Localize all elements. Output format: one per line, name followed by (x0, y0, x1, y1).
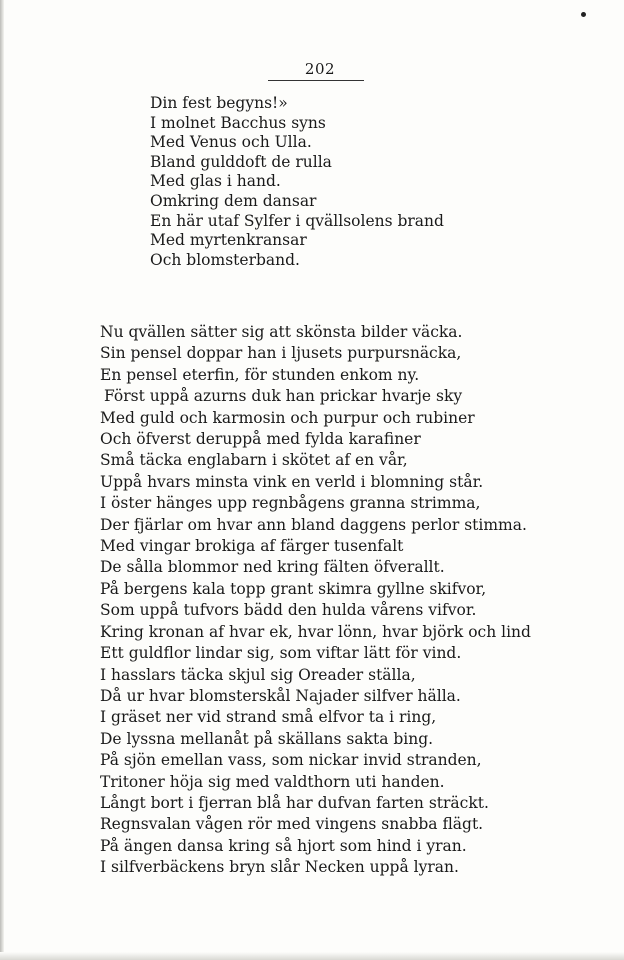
verse-line: Med Venus och Ulla. (150, 133, 312, 152)
verse-line: Små täcka englabarn i skötet af en vår, (100, 451, 408, 470)
ink-speck (581, 12, 586, 17)
verse-line: Bland gulddoft de rulla (150, 152, 332, 171)
verse-line: Och öfverst deruppå med fylda karafiner (100, 430, 421, 449)
verse-line: De lyssna mellanåt på skällans sakta bing. (100, 729, 434, 748)
verse-line: Nu qvällen sätter sig att skönsta bilder väcka. (100, 323, 463, 341)
stanza-alexandrines (100, 322, 531, 879)
verse-line: Först uppå azurns duk han prickar hvarje sky (104, 387, 463, 406)
page-number: 202 (304, 60, 336, 78)
verse-line: Med vingar brokiga af färger tusenfalt (100, 537, 404, 556)
verse-line: Med glas i hand. (150, 172, 281, 191)
verse-line: Der fjärlar om hvar ann bland daggens perlor stimma. (100, 515, 527, 534)
verse-line: De sålla blommor ned kring fälten öfverallt. (100, 558, 445, 577)
verse-line: Regnsvalan vågen rör med vingens snabba flägt. (100, 815, 484, 834)
page-binding-edge (0, 0, 4, 960)
page-bottom-edge (0, 952, 624, 960)
stanza-short-lines (150, 94, 444, 270)
verse-line: Med guld och karmosin och purpur och rubiner (100, 408, 475, 427)
verse-line: I gräset ner vid strand små elfvor ta i ring, (100, 708, 437, 727)
verse-line: En här utaf Sylfer i qvällsolens brand (150, 211, 444, 230)
verse-line: Din fest begyns!» (150, 94, 288, 112)
verse-line: I hasslars täcka skjul sig Oreader ställa, (100, 665, 416, 684)
verse-line: Ett guldflor lindar sig, som viftar lätt för vind. (100, 644, 462, 663)
verse-line: Då ur hvar blomsterskål Najader silfver hälla. (100, 686, 461, 705)
verse-line: Med myrtenkransar (150, 231, 307, 250)
verse-line: Som uppå tufvors bädd den hulda vårens vifvor. (100, 601, 477, 620)
verse-line: På ängen dansa kring så hjort som hind i yran. (100, 836, 467, 855)
verse-line: Omkring dem dansar (150, 191, 317, 210)
verse-line: Sin pensel doppar han i ljusets purpursnäcka, (100, 344, 462, 363)
verse-line: Tritoner höja sig med valdthorn uti handen. (100, 772, 445, 791)
verse-line: En pensel eterfin, för stunden enkom ny. (100, 365, 420, 384)
verse-line: I molnet Bacchus syns (150, 113, 326, 132)
verse-line: I silfverbäckens bryn slår Necken uppå lyran. (100, 858, 459, 877)
verse-line: Långt bort i fjerran blå har dufvan farten sträckt. (100, 793, 489, 812)
verse-line: Uppå hvars minsta vink en verld i blomning står. (100, 472, 484, 491)
verse-line: På bergens kala topp grant skimra gyllne skifvor, (100, 579, 487, 598)
page-number-rule (268, 80, 364, 81)
verse-line: Kring kronan af hvar ek, hvar lönn, hvar björk och lind (100, 622, 531, 641)
verse-line: I öster hänges upp regnbågens granna strimma, (100, 494, 481, 513)
verse-line: Och blomsterband. (150, 250, 300, 269)
verse-line: På sjön emellan vass, som nickar invid stranden, (100, 751, 482, 770)
